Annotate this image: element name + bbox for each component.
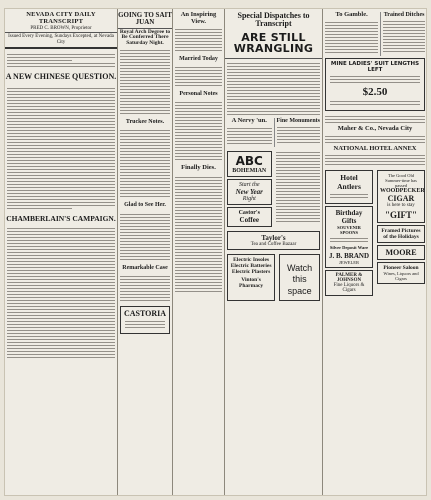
headline-personal-notes: Personal Notes [179, 90, 218, 97]
electric-insoles: Electric Insoles [233, 256, 270, 263]
hotel-antlers-ad [325, 170, 373, 204]
headline-fine-monuments: Fine Monuments [276, 117, 320, 124]
watch-line-1: Watch [287, 262, 313, 273]
abc-label: ABC [235, 153, 263, 168]
column-1 [5, 9, 118, 495]
electric-batteries: Electric Batteries [230, 262, 272, 269]
headline-nervy: A Nervy 'un. [231, 116, 267, 124]
electric-ad [227, 254, 275, 301]
headline-maher: Maher & Co., Nevada City [337, 124, 413, 132]
birthday-gifts-label: Birthday Gifts [335, 209, 363, 226]
headline-glad-to-see-her: Glad to See Her. [124, 202, 166, 209]
headline-finally-dies: Finally Dies. [181, 164, 216, 172]
castors-coffee-ad [227, 207, 272, 227]
castoria-title: CASTORIA [123, 308, 167, 318]
electric-plasters: Electric Plasters [231, 268, 271, 275]
headline-national-hotel: NATIONAL HOTEL ANNEX [333, 144, 417, 152]
masthead-subtitle: PRED C. BROWN, Proprietor [30, 25, 92, 31]
column-3 [173, 9, 225, 495]
pioneer-saloon-ad [377, 262, 425, 284]
taylors-label: Taylor's [261, 233, 286, 242]
hotel-antlers-label: Hotel Antlers [337, 173, 361, 192]
taylors-ad [227, 231, 320, 250]
suit-lengths-headline: MINE LADIES' SUIT LENGTHS LEFT [330, 60, 420, 73]
new-year-ad [227, 179, 272, 205]
bohemian-label: BOHEMIAN [232, 167, 267, 174]
framed-pictures-label: Framed Pictures of the Holidays [381, 228, 421, 241]
headline-remarkable-case: Remarkable Case [122, 264, 168, 271]
column-2 [118, 9, 173, 495]
castoria-ad [120, 306, 170, 334]
moore-ad [377, 245, 425, 260]
vintons-pharmacy: Vinton's Pharmacy [239, 276, 264, 289]
liquors-label: Fine Liquors & Cigars [333, 283, 365, 294]
headline-chinese-question: A NEW CHINESE QUESTION. [5, 72, 117, 82]
watch-line-3: space [287, 286, 312, 297]
watch-line-2: this [292, 274, 307, 285]
woodpecker-label: WOODPECKER [380, 188, 425, 195]
suit-lengths-ad [325, 58, 425, 111]
good-old-summertime: The Good Old Summer-time has passed [385, 173, 417, 189]
headline-going-to-san-juan: GOING TO SAIT JUAN [118, 11, 172, 27]
masthead-issued: Issued Every Evening, Sundays Excepted, at Nevada City [8, 34, 114, 45]
pioneer-label: Pioneer Saloon [383, 265, 419, 272]
headline-royal-arch: Royal Arch Degree to Be Conferred There Saturday Night. [119, 28, 171, 47]
jb-brand-label: J. B. BRAND [328, 252, 370, 261]
masthead-title: NEVADA CITY DAILY TRANSCRIPT [26, 11, 96, 25]
new-year-line-1: Start the [239, 181, 260, 188]
souvenir-spoons-label: SOUVENIR SPOONS [337, 225, 361, 236]
palmer-johnson-ad [325, 270, 373, 296]
headline-inspiring-view: An Inspiring View. [180, 11, 217, 25]
is-here-label: is here to stay [387, 203, 415, 209]
gift-label: "GIFT" [385, 210, 417, 221]
woodpecker-cigar-ad [377, 170, 425, 223]
birthday-gifts-ad [325, 206, 373, 268]
headline-truckee-notes: Truckee Notes. [125, 118, 165, 125]
silver-deposit-label: Silver Deposit Ware [329, 245, 369, 251]
tea-coffee-label: Tea and Coffee Bazaar [250, 241, 297, 247]
headline-trained-ditches: Trained Ditches [383, 12, 425, 18]
castors-label: Castor's [238, 209, 260, 216]
coffee-label: Coffee [239, 215, 259, 224]
headline-chamberlain: CHAMBERLAIN'S CAMPAIGN. [6, 213, 116, 223]
headline-still-wrangling: ARE STILL WRANGLING [233, 30, 314, 56]
framed-pictures-ad [377, 225, 425, 243]
price-label: $2.50 [362, 85, 388, 98]
column-5 [323, 9, 427, 495]
new-year-line-2: New Year [235, 187, 263, 196]
headline-married-today: Married Today [179, 55, 218, 62]
new-year-line-3: Right [242, 195, 256, 202]
moore-label: MOORE [385, 248, 417, 258]
column-4 [225, 9, 323, 495]
headline-to-gamble: To Gamble. [335, 11, 368, 18]
jeweler-label: JEWELER [339, 260, 359, 266]
newspaper-page [4, 8, 427, 496]
headline-special-dispatches: Special Dispatches to Transcript [237, 11, 310, 29]
wines-label: Wines, Liquors and Cigars [383, 271, 419, 282]
abc-bohemian-ad [227, 151, 272, 177]
watch-this-space-ad [279, 254, 320, 301]
cigar-label: CIGAR [387, 194, 415, 204]
palmer-label: PALMER & JOHNSON [335, 273, 363, 284]
